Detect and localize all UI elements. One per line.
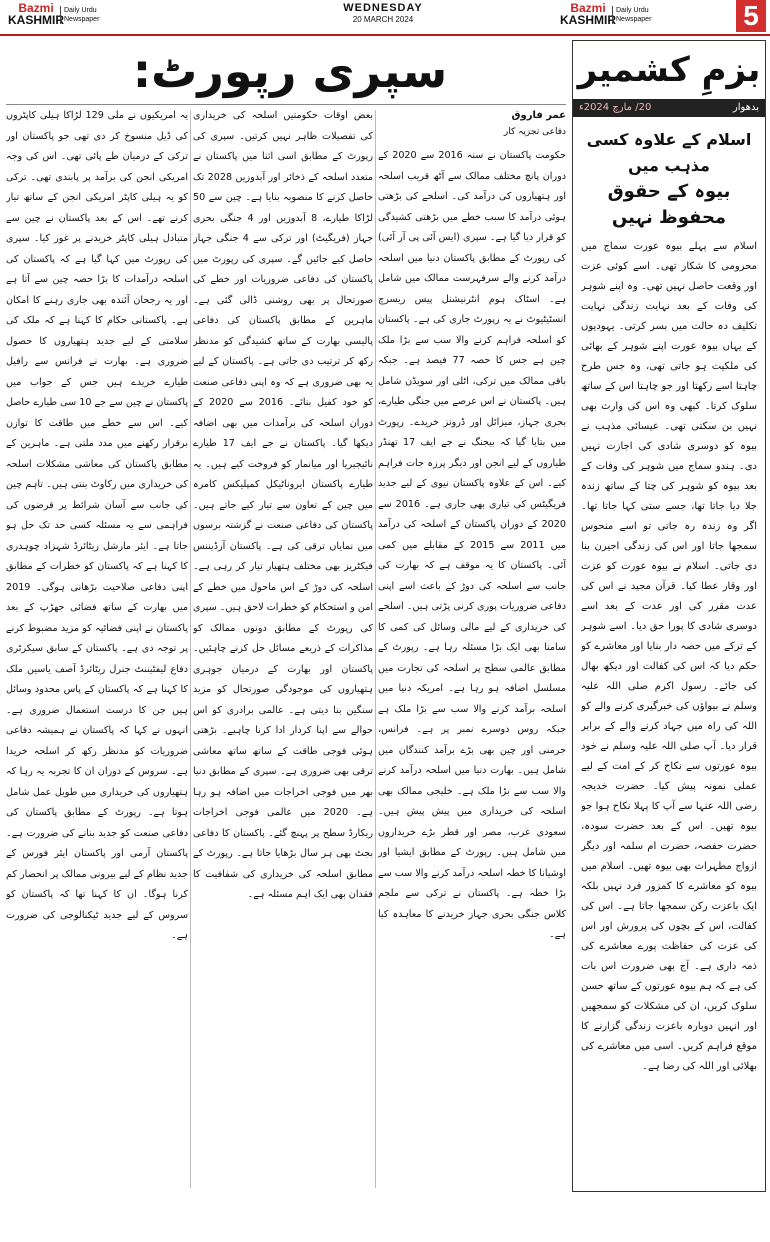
- story-headline: سپری رپورٹ:: [132, 44, 448, 98]
- sidebar-headline-line1: اسلام کے علاوہ کسی مذہب میں: [586, 130, 752, 175]
- story-text: یہ امریکیوں نے ملی 129 لڑاکا ہیلی کاپٹروں کی ڈیل منسوخ کر دی تھی جو پاکستان اور ترکی کے درمیان طے پائی تھی۔ اس کی وجہ امریکی انجن کی برآمد پر پابندی تھی۔ ترکی کو یہ ہیلی کاپٹر امریکی انجن کے ساتھ تیار کرنے تھے۔ اس کے بعد پاکستان نے چین سے متبادل ہیلی کاپٹر خریدنے پر غور کیا۔ سپری کی رپورٹ میں کہا گیا ہے کہ پاکستان کی اسلحہ درآمدات کا بڑا حصہ چین سے آتا ہے اور یہ رجحان آئندہ بھی جاری رہنے کا امکان ہے۔ پاکستانی حکام کا کہنا ہے کہ ملک کی سلامتی کے لیے جدید ہتھیاروں کا حصول ضروری ہے۔ بھارت نے فرانس سے رافیل طیارے خریدے ہیں جس کے جواب میں پاکستان نے چین سے جے 10 سی طیارے حاصل کیے۔ اس سے خطے میں طاقت کا توازن برقرار رکھنے میں مدد ملتی ہے۔ ماہرین کے مطابق پاکستان کی معاشی مشکلات اسلحہ کی خریداری میں رکاوٹ بنتی ہیں۔ تاہم چین کی جانب سے آسان شرائط پر قرضوں کی فراہمی سے یہ مسئلہ کسی حد تک حل ہو جاتا ہے۔ ایئر مارشل ریٹائرڈ شہزاد چوہدری کا کہنا ہے کہ پاکستان کو خطرات کے مطابق اپنی دفاعی صلاحیت بڑھانی ہوگی۔ 2019 میں بھارت کے ساتھ فضائی جھڑپ کے بعد پاکستان نے اپنی فضائیہ کو مزید مضبوط کرنے پر توجہ دی ہے۔ پاکستان کے سابق سیکرٹری دفاع لیفٹیننٹ جنرل ریٹائرڈ آصف یاسین ملک کا کہنا ہے کہ پاکستان کے پاس محدود وسائل ہیں جن کا درست استعمال ضروری ہے۔ انہوں نے کہا کہ پاکستان نے ہمیشہ دفاعی ضروریات کو مدنظر رکھ کر اسلحہ خریدا ہے۔ سروس کے دوران ان کا تجربہ یہ رہا کہ ہتھیاروں کی خریداری میں طویل عمل شامل ہوتا ہے۔ رپورٹ کے مطابق پاکستان کی دفاعی صنعت کو جدید بنانے کی ضرورت ہے۔ پاکستان آرمی اور پاکستان ایئر فورس کے جدید نظام کے لیے بیرونی ممالک پر انحصار کم کرنا ہوگا۔ ان کا کہنا تھا کہ پاکستان کو سروس کے لیے جدید ٹیکنالوجی کی ضرورت ہے۔: [6, 110, 188, 941]
- sidebar-article-text: اسلام سے پہلے بیوہ عورت سماج میں محرومی کا شکار تھی۔ اسے کوئی عزت اور وقعت حاصل نہیں تھی۔ وہ اپنے شوہر کی وفات کے بعد نہایت زندگی نہایت تکلیف دہ حالت میں بسر کرتی۔ یہودیوں کے یہاں بیوہ عورت اپنے شوہر کے بھائی کی ملکیت ہو جاتی تھی، وہ جس طرح چاہتا اسے رکھتا اور جو چاہتا اس کے ساتھ سلوک کرتا۔ کبھی وہ اس کی وارث بھی نہیں بن سکتی تھی۔ عیسائی مذہب نے بیوہ کو دوسری شادی کی اجازت نہیں دی۔ ہندو سماج میں شوہر کی وفات کے بعد بیوہ کو شوہر کی چتا کے ساتھ زندہ جلا دیا جاتا تھا، جسے ستی کہا جاتا تھا۔ اگر وہ زندہ رہ جاتی تو اسے منحوس سمجھا جاتا اور اس کی زندگی اجیرن بنا دی جاتی۔ اسلام نے بیوہ عورت کو عزت اور وقار عطا کیا۔ قرآن مجید نے اس کی عدت مقرر کی اور عدت کے بعد اسے دوسری شادی کا پورا حق دیا۔ اسے شوہر کے ترکے میں حصہ دار بنایا اور معاشرے کو حکم دیا کہ اس کی کفالت اور دیکھ بھال کی جائے۔ رسول اکرم صلی اللہ علیہ وسلم نے بیواؤں کی خبرگیری کرنے والے کو اللہ کی راہ میں جہاد کرنے والے کے برابر قرار دیا۔ آپ صلی اللہ علیہ وسلم نے خود بیوہ عورتوں سے نکاح کر کے امت کے لیے عملی نمونہ پیش کیا۔ حضرت خدیجہ رضی اللہ عنہا سے آپ کا پہلا نکاح ہوا جو بیوہ تھیں۔ اس کے بعد حضرت سودہ، حضرت حفصہ، حضرت ام سلمہ اور دیگر ازواج مطہرات بھی بیوہ تھیں۔ اسلام میں بیوہ کو معاشرے کا کمزور فرد نہیں بلکہ ایک باعزت رکن سمجھا جاتا ہے۔ اس کی کفالت، اس کے بچوں کی پرورش اور اس کی عزت کی حفاظت پورے معاشرے کی ذمہ داری ہے۔ آج بھی ضرورت اس بات کی ہے کہ ہم بیوہ عورتوں کے ساتھ حسن سلوک کریں، ان کی مشکلات کو سمجھیں اور انہیں دوبارہ باعزت زندگی گزارنے کا موقع فراہم کریں۔ اسی میں معاشرے کی بھلائی اور اللہ کی رضا ہے۔: [581, 241, 757, 1072]
- brand-line2: KASHMIR: [560, 13, 616, 27]
- sidebar-day: بدھوار: [732, 102, 759, 113]
- sidebar-date: 20/ مارچ 2024ء: [579, 102, 652, 113]
- story-column-2: [193, 106, 373, 1192]
- issue-date: 20 MARCH 2024: [352, 15, 414, 24]
- sidebar-headline: [581, 127, 757, 231]
- page-number: 5: [736, 0, 766, 32]
- story-column-1: [378, 106, 566, 1192]
- story-text: بعض اوقات حکومتیں اسلحہ کی خریداری کی تفصیلات ظاہر نہیں کرتیں۔ سپری کی رپورٹ کے مطابق اسی اثنا میں پاکستان نے متعدد اسلحہ کے ذخائر اور آبدوزیں 2028 تک حاصل کرنے کا منصوبہ بنایا ہے۔ چین سے 50 لڑاکا طیارے، 8 آبدوزیں اور 4 جنگی بحری جہاز (فریگیٹ) اور ترکی سے 4 جنگی جہاز حاصل کیے جائیں گے۔ سپری کی رپورٹ میں پاکستان کی دفاعی ضروریات اور خطے کی صورتحال پر بھی روشنی ڈالی گئی ہے۔ ماہرین کے مطابق پاکستان کی دفاعی پالیسی بھارت کے ساتھ کشیدگی کو مدنظر رکھ کر ترتیب دی جاتی ہے۔ پاکستان کے لیے یہ بھی ضروری ہے کہ وہ اپنی دفاعی صنعت کو خود کفیل بنائے۔ 2016 سے 2020 کے دوران اسلحہ کی برآمدات میں بھی اضافہ دیکھا گیا۔ پاکستان نے جے ایف 17 طیارے نائیجیریا اور میانمار کو فروخت کیے ہیں۔ یہ طیارے پاکستان ایروناٹیکل کمپلیکس کامرہ میں چین کے تعاون سے تیار کیے جاتے ہیں۔ پاکستان کی دفاعی صنعت نے گزشتہ برسوں میں نمایاں ترقی کی ہے۔ پاکستان آرڈیننس فیکٹریز بھی مختلف ہتھیار تیار کر رہی ہے۔ اسلحہ کی دوڑ کے اس ماحول میں خطے کے امن و استحکام کو خطرات لاحق ہیں۔ سپری کی رپورٹ کے مطابق دونوں ممالک کو مذاکرات کے ذریعے مسائل حل کرنے چاہئیں۔ پاکستان اور بھارت کے درمیان جوہری ہتھیاروں کی موجودگی صورتحال کو مزید سنگین بنا دیتی ہے۔ عالمی برادری کو اس حوالے سے اپنا کردار ادا کرنا چاہیے۔ بڑھتی ہوئی فوجی طاقت کے ساتھ ساتھ معاشی ترقی بھی ضروری ہے۔ سپری کے مطابق دنیا بھر میں فوجی اخراجات میں اضافہ ہو رہا ہے۔ 2020 میں عالمی فوجی اخراجات ریکارڈ سطح پر پہنچ گئے۔ پاکستان کا دفاعی بجٹ بھی ہر سال بڑھایا جاتا ہے۔ رپورٹ کے مطابق اسلحہ کی خریداری کی شفافیت کا فقدان بھی ایک اہم مسئلہ ہے۔: [193, 110, 373, 900]
- headline-divider: [6, 104, 566, 105]
- masthead-left: [8, 1, 100, 27]
- brand-line2: KASHMIR: [8, 13, 64, 27]
- column-divider: [190, 110, 191, 1188]
- masthead-right: [560, 1, 652, 27]
- date-block: [288, 2, 478, 24]
- brand-logo: [560, 2, 616, 26]
- brand-line1: Bazmi: [570, 1, 606, 15]
- page-header: [0, 0, 770, 36]
- weekday: WEDNESDAY: [343, 2, 423, 14]
- brand-subtitle: Daily Urdu Newspaper: [60, 6, 124, 24]
- brand-subtitle: Daily Urdu Newspaper: [612, 6, 676, 24]
- author-name: عمر فاروق: [511, 110, 566, 121]
- brand-logo: [8, 2, 64, 26]
- brand-line1: Bazmi: [18, 1, 54, 15]
- story-column-3: [6, 106, 188, 1192]
- author-role: دفاعی تجزیہ کار: [503, 127, 566, 137]
- column-divider: [375, 110, 376, 1188]
- sidebar-column: [572, 40, 766, 1192]
- byline: [378, 108, 566, 140]
- story-text: حکومت پاکستان نے سنہ 2016 سے 2020 کے دوران پانچ مختلف ممالک سے آٹھ قریب اسلحہ اور ہتھیاروں کی درآمد کی۔ اسلحے کی بڑھتی ہوئی درآمد کا سبب خطے میں بڑھتی کشیدگی کو قرار دیا گیا ہے۔ سپری (ایس آئی پی آر آئی) کی رپورٹ کے مطابق پاکستان دنیا میں اسلحہ درآمد کرنے والے سرفہرست ممالک میں شامل ہے۔ اسٹاک ہوم انٹرنیشنل پیس ریسرچ انسٹیٹیوٹ نے یہ رپورٹ جاری کی ہے۔ پاکستان کو اسلحہ فراہم کرنے والا سب سے بڑا ملک چین ہے جس کا حصہ 77 فیصد ہے۔ جبکہ باقی ممالک میں ترکی، اٹلی اور سویڈن شامل ہیں۔ پاکستان نے اس عرصے میں جنگی طیارے، بحری جہاز، میزائل اور ڈرونز خریدے۔ رپورٹ میں بتایا گیا کہ بیجنگ نے جے ایف 17 تھنڈر طیاروں کے لیے انجن اور دیگر پرزہ جات فراہم کیے۔ اس کے علاوہ پاکستان نیوی کے لیے جدید فریگیٹس کی تیاری بھی جاری ہے۔ 2016 سے 2020 کے دوران پاکستان کے اسلحہ کی درآمد میں 2011 سے 2015 کے مقابلے میں کمی آئی۔ پاکستان کا یہ موقف ہے کہ بھارت کی جانب سے اسلحہ کی دوڑ کے باعث اسے اپنی دفاعی ضروریات پوری کرنی پڑتی ہیں۔ اسلحے کی خریداری کے لیے مالی وسائل کی کمی کا سامنا بھی ایک بڑا مسئلہ رہا ہے۔ رپورٹ کے مطابق عالمی سطح پر اسلحہ کی تجارت میں مسلسل اضافہ ہو رہا ہے۔ امریکہ دنیا میں اسلحہ برآمد کرنے والا سب سے بڑا ملک ہے جبکہ روس دوسرے نمبر پر ہے۔ فرانس، جرمنی اور چین بھی بڑے برآمد کنندگان میں شامل ہیں۔ بھارت دنیا میں اسلحہ درآمد کرنے والا سب سے بڑا ملک ہے۔ خلیجی ممالک بھی اسلحہ کی خریداری میں پیش پیش ہیں۔ سعودی عرب، مصر اور قطر بڑے خریداروں میں شامل ہیں۔ رپورٹ کے مطابق ایشیا اور اوشیانا کا خطہ اسلحہ درآمد کرنے والا سب سے بڑا خطہ ہے۔ پاکستان نے ترکی سے ملجم کلاس جنگی بحری جہاز خریدنے کا معاہدہ کیا ہے۔: [378, 150, 566, 940]
- sidebar-title: بزمِ کشمیر: [577, 50, 761, 90]
- sidebar-date-bar: [573, 99, 765, 117]
- sidebar-headline-line2: بیوہ کے حقوق محفوظ نہیں: [607, 181, 731, 228]
